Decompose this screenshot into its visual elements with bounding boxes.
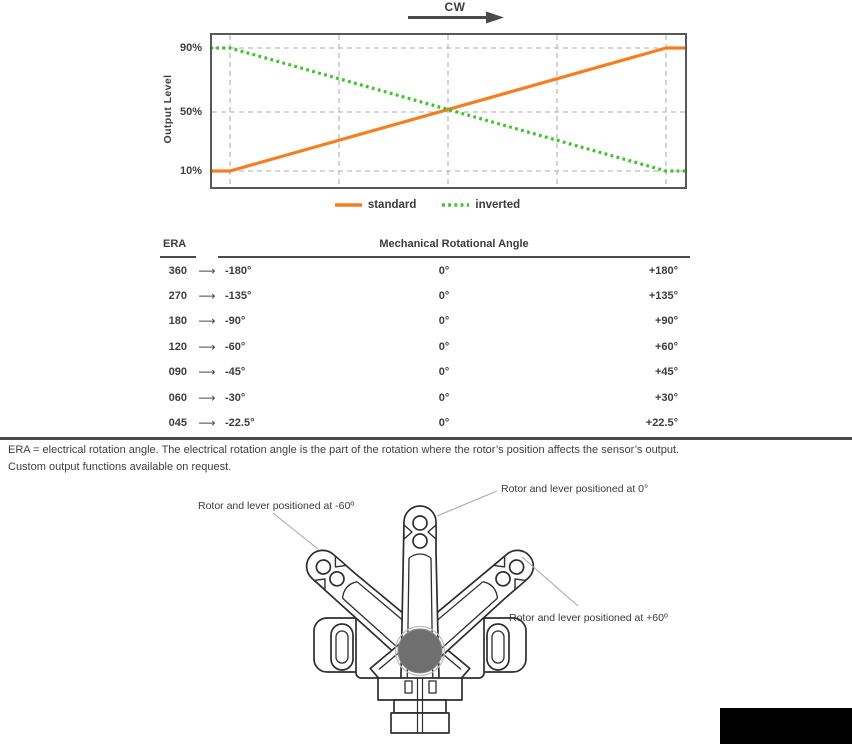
angle-min: -30° — [225, 391, 246, 404]
label-lever-zero: Rotor and lever positioned at 0° — [501, 483, 649, 495]
era-column-header: ERA — [160, 238, 196, 258]
leader-minus-60 — [273, 513, 318, 549]
table-row — [160, 410, 690, 435]
angle-min: -22.5° — [225, 417, 255, 430]
era-value: 120 — [168, 340, 187, 353]
y-tick-50: 50% — [179, 106, 202, 118]
angle-max: +135° — [648, 290, 678, 303]
angle-min: -135° — [225, 290, 252, 303]
angle-max: +90° — [654, 315, 678, 328]
angle-mid: 0° — [438, 315, 450, 328]
brand-logo-block — [720, 708, 852, 744]
y-tick-90: 90% — [179, 42, 202, 54]
section-divider — [0, 437, 852, 440]
legend-item-standard — [335, 199, 417, 211]
custom-output-text: Custom output functions available on request. — [8, 461, 232, 473]
table-row — [160, 309, 690, 334]
legend-item-inverted — [442, 199, 520, 211]
era-value: 060 — [168, 391, 187, 404]
table-row — [160, 258, 690, 283]
inverted-line-swatch — [442, 202, 469, 208]
leader-zero — [437, 491, 497, 516]
angle-mid: 0° — [438, 417, 450, 430]
right-arrow-icon: ⟶ — [198, 314, 216, 329]
table-row — [160, 334, 690, 359]
output-level-chart — [210, 33, 687, 189]
leader-plus-60 — [522, 557, 578, 606]
legend-label-inverted: inverted — [475, 199, 521, 211]
cw-arrow-icon — [408, 11, 504, 25]
angle-mid: 0° — [438, 264, 450, 277]
cw-direction-label: CW — [444, 0, 466, 14]
angle-max: +180° — [648, 264, 678, 277]
angle-max: +30° — [654, 391, 678, 404]
era-table — [160, 236, 690, 436]
standard-line-swatch — [335, 202, 362, 208]
y-axis-title: Output Level — [162, 74, 174, 144]
table-row — [160, 385, 690, 410]
angle-mid: 0° — [438, 340, 450, 353]
era-value: 090 — [168, 366, 187, 379]
connector — [378, 678, 462, 733]
angle-mid: 0° — [438, 290, 450, 303]
right-arrow-icon: ⟶ — [198, 416, 216, 431]
angle-min: -180° — [225, 264, 252, 277]
right-arrow-icon: ⟶ — [198, 339, 216, 354]
angle-mid: 0° — [438, 366, 450, 379]
angle-max: +45° — [654, 366, 678, 379]
era-definition-text: ERA = electrical rotation angle. The electrical rotation angle is the part of the rotation where the rotor’s position affects the sensor’s output. — [8, 444, 680, 456]
right-arrow-icon: ⟶ — [198, 365, 216, 380]
era-table-header — [160, 236, 690, 258]
chart-legend — [210, 199, 645, 211]
angle-column-header: Mechanical Rotational Angle — [218, 238, 690, 258]
angle-min: -60° — [225, 340, 246, 353]
right-arrow-icon: ⟶ — [198, 263, 216, 278]
table-row — [160, 360, 690, 385]
rotor-shaft — [398, 629, 442, 673]
right-arrow-icon: ⟶ — [198, 289, 216, 304]
era-value: 180 — [168, 315, 187, 328]
label-lever-minus-60: Rotor and lever positioned at -60º — [198, 500, 355, 512]
y-tick-10: 10% — [179, 165, 202, 177]
rotor-lever-diagram — [0, 478, 852, 744]
label-lever-plus-60: Rotor and lever positioned at +60º — [509, 612, 668, 624]
angle-min: -45° — [225, 366, 246, 379]
angle-min: -90° — [225, 315, 246, 328]
era-value: 045 — [168, 417, 187, 430]
angle-max: +22.5° — [645, 417, 678, 430]
table-row — [160, 283, 690, 308]
legend-label-standard: standard — [367, 199, 417, 211]
header-gap — [196, 236, 218, 258]
right-arrow-icon: ⟶ — [198, 390, 216, 405]
angle-mid: 0° — [438, 391, 450, 404]
era-value: 360 — [168, 264, 187, 277]
era-value: 270 — [168, 290, 187, 303]
angle-max: +60° — [654, 340, 678, 353]
